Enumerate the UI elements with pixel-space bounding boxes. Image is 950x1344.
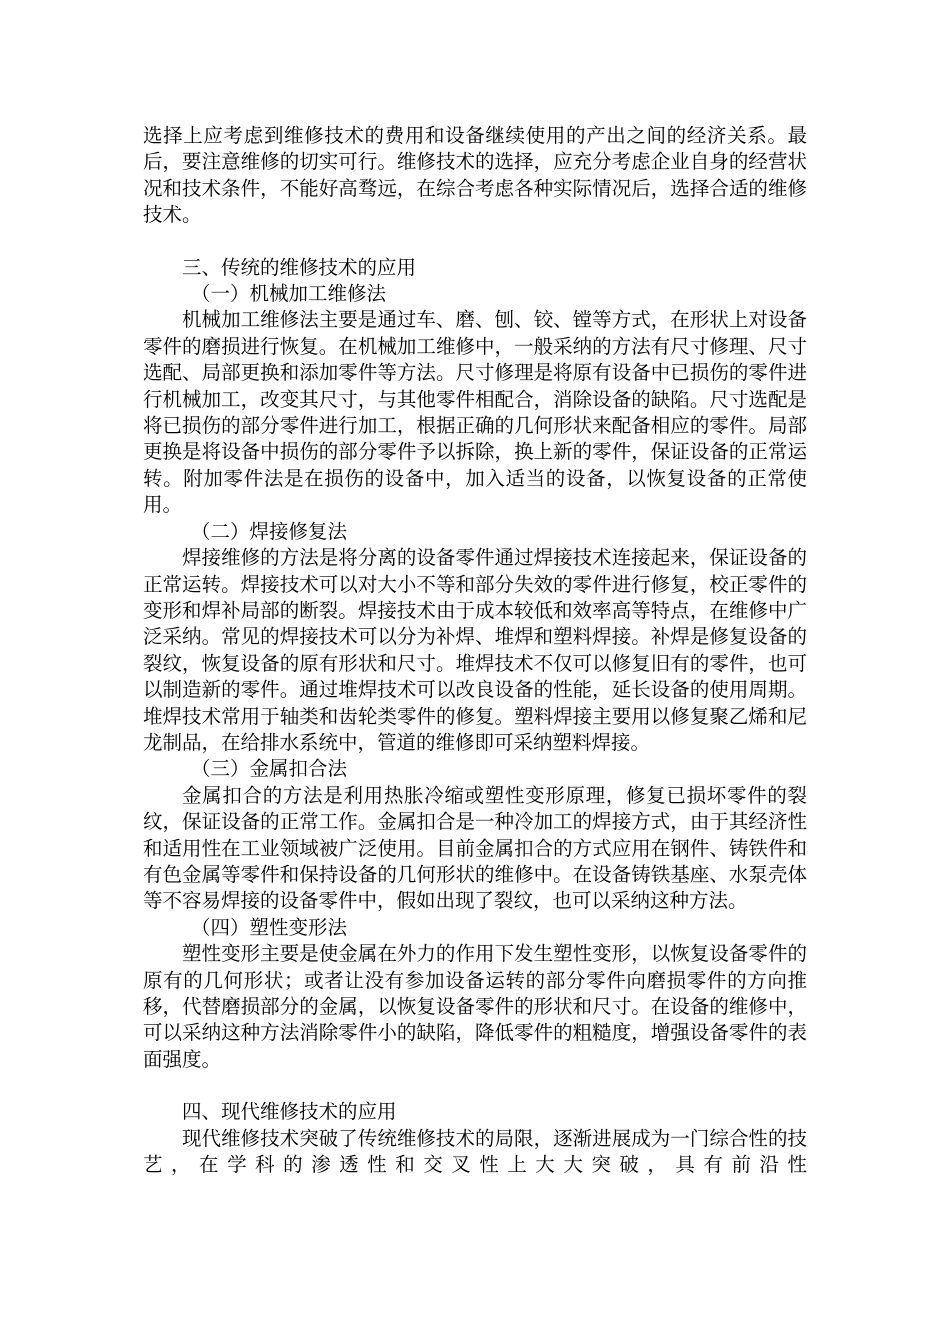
intro-paragraph: 选择上应考虑到维修技术的费用和设备继续使用的产出之间的经济关系。最后，要注意维修的切实可行。维修技术的选择，应充分考虑企业自身的经营状况和技术条件，不能好高骛远，在综合考虑各种实际情况后，选择合适的维修技术。 xyxy=(143,124,807,227)
subsection-3-body: 金属扣合的方法是利用热胀冷缩或塑性变形原理，修复已损坏零件的裂纹，保证设备的正常工作。金属扣合是一种冷加工的焊接方式，由于其经济性和适用性在工业领域被广泛使用。目前金属扣合的方式应用在钢件、铸铁件和有色金属等零件和保持设备的几何形状的维修中。在设备铸铁基座、水泵壳体等不容易焊接的设备零件中，假如出现了裂纹，也可以采纳这种方法。 xyxy=(143,783,807,913)
subsection-4-body: 塑性变形主要是使金属在外力的作用下发生塑性变形，以恢复设备零件的原有的几何形状；或者让没有参加设备运转的部分零件向磨损零件的方向推移，代替磨损部分的金属，以恢复设备零件的形状和尺寸。在设备的维修中，可以采纳这种方法消除零件小的缺陷，降低零件的粗糙度，增强设备零件的表面强度。 xyxy=(143,942,807,1071)
subsection-1-title: （一）机械加工维修法 xyxy=(191,282,387,306)
document-page xyxy=(143,123,807,1178)
section-4-body: 现代维修技术突破了传统维修技术的局限，逐渐进展成为一门综合性的技艺，在学科的渗透性和交叉性上大大突破，具有前沿性 xyxy=(143,1126,807,1177)
section-3-heading: 三、传统的维修技术的应用 xyxy=(182,255,417,279)
subsection-2-body: 焊接维修的方法是将分离的设备零件通过焊接技术连接起来，保证设备的正常运转。焊接技术可以对大小不等和部分失效的零件进行修复，校正零件的变形和焊补局部的断裂。焊接技术由于成本较低和效率高等特点，在维修中广泛采纳。常见的焊接技术可以分为补焊、堆焊和塑料焊接。补焊是修复设备的裂纹，恢复设备的原有形状和尺寸。堆焊技术不仅可以修复旧有的零件，也可以制造新的零件。通过堆焊技术可以改良设备的性能，延长设备的使用周期。堆焊技术常用于轴类和齿轮类零件的修复。塑料焊接主要用以修复聚乙烯和尼龙制品，在给排水系统中，管道的维修即可采纳塑料焊接。 xyxy=(143,546,807,754)
subsection-3-title: （三）金属扣合法 xyxy=(191,757,348,781)
subsection-1-body: 机械加工维修法主要是通过车、磨、刨、铰、镗等方式，在形状上对设备零件的磨损进行恢复。在机械加工维修中，一般采纳的方法有尺寸修理、尺寸选配、局部更换和添加零件等方法。尺寸修理是将原有设备中已损伤的零件进行机械加工，改变其尺寸，与其他零件相配合，消除设备的缺陷。尺寸选配是将已损伤的部分零件进行加工，根据正确的几何形状来配备相应的零件。局部更换是将设备中损伤的部分零件予以拆除，换上新的零件，保证设备的正常运转。附加零件法是在损伤的设备中，加入适当的设备，以恢复设备的正常使用。 xyxy=(143,308,807,517)
subsection-4-title: （四）塑性变形法 xyxy=(191,915,348,939)
subsection-2-title: （二）焊接修复法 xyxy=(191,519,348,543)
section-4-heading: 四、现代维修技术的应用 xyxy=(182,1100,397,1124)
